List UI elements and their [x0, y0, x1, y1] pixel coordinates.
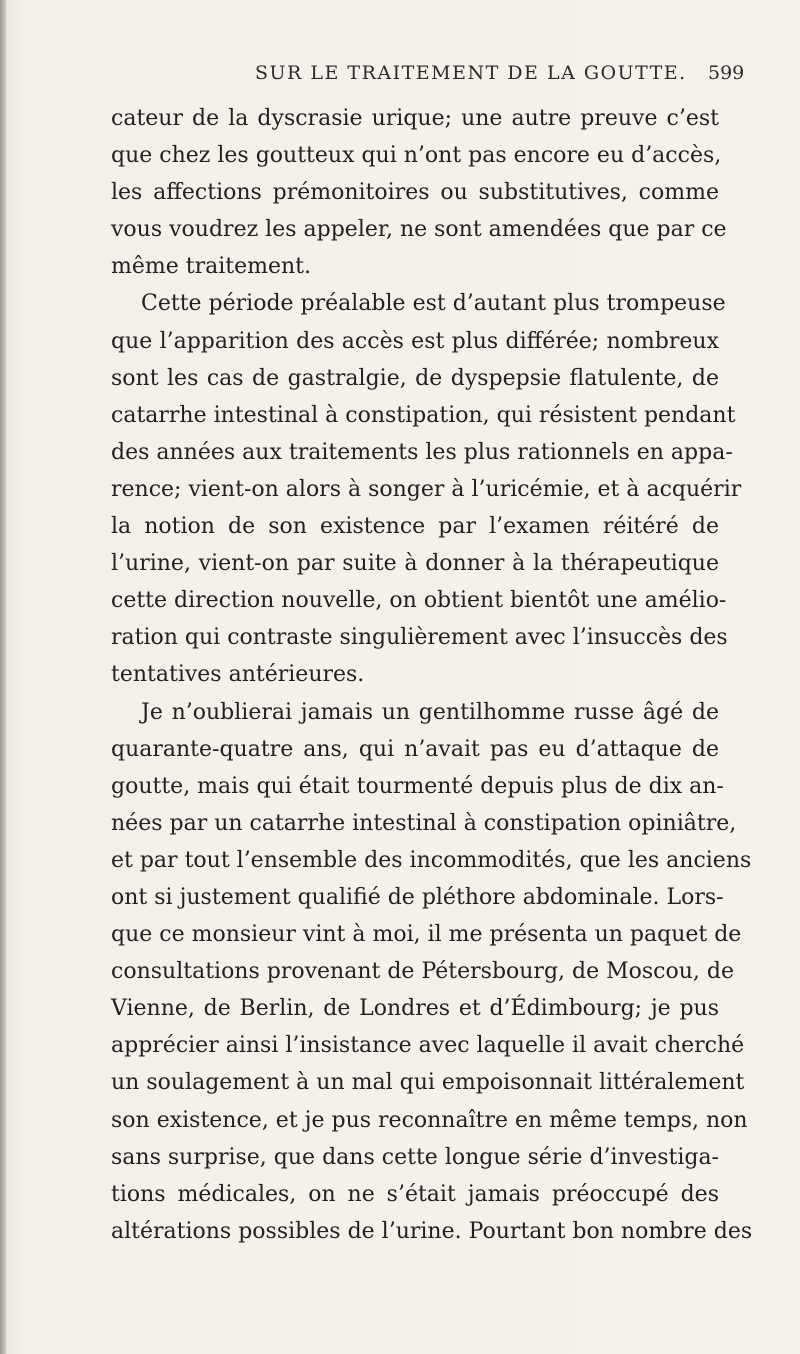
text-line: Cette période préalable est d’autant plus trompeuse — [141, 291, 726, 317]
text-line: quarante-quatre ans, qui n’avait pas eu d’attaque de — [111, 736, 719, 762]
text-line: rence; vient-on alors à songer à l’uricémie, et à acquérir — [111, 476, 742, 502]
text-line: que l’apparition des accès est plus différée; nombreux — [111, 328, 719, 354]
text-line: goutte, mais qui était tourmenté depuis plus de dix an- — [111, 773, 724, 799]
text-line: des années aux traitements les plus rationnels en appa- — [111, 439, 733, 465]
text-line: sont les cas de gastralgie, de dyspepsie flatulente, de — [111, 365, 719, 391]
text-line: apprécier ainsi l’insistance avec laquelle il avait cherché — [111, 1033, 745, 1059]
text-line: vous voudrez les appeler, ne sont amendées que par ce — [111, 217, 727, 243]
text-line: Vienne, de Berlin, de Londres et d’Édimbourg; je pus — [111, 996, 719, 1022]
text-line: ration qui contraste singulièrement avec l’insuccès des — [111, 625, 728, 651]
text-line: un soulagement à un mal qui empoisonnait littéralement — [111, 1070, 745, 1096]
text-line: son existence, et je pus reconnaître en même temps, non — [111, 1107, 748, 1133]
text-line: Je n’oublierai jamais un gentilhomme russe âgé de — [141, 699, 719, 725]
text-line: sans surprise, que dans cette longue série d’investiga- — [111, 1144, 719, 1170]
running-title: SUR LE TRAITEMENT DE LA GOUTTE. — [255, 62, 687, 84]
text-line: tentatives antérieures. — [111, 662, 365, 688]
running-head — [0, 62, 800, 92]
text-line: cateur de la dyscrasie urique; une autre preuve c’est — [111, 106, 719, 131]
text-line: ont si justement qualifié de pléthore abdominale. Lors- — [111, 884, 724, 910]
text-line: catarrhe intestinal à constipation, qui résistent pendant — [111, 402, 736, 428]
body-text — [111, 100, 753, 1250]
text-line: altérations possibles de l’urine. Pourtant bon nombre des — [111, 1218, 753, 1244]
text-line: les affections prémonitoires ou substitutives, comme — [111, 180, 719, 206]
text-line: consultations provenant de Pétersbourg, de Moscou, de — [111, 959, 735, 985]
text-line: nées par un catarrhe intestinal à constipation opiniâtre, — [111, 810, 737, 836]
text-line: que ce monsieur vint à moi, il me présenta un paquet de — [111, 922, 742, 948]
text-line: l’urine, vient-on par suite à donner à la thérapeutique — [111, 551, 719, 577]
page-number: 599 — [708, 62, 745, 84]
text-line: tions médicales, on ne s’était jamais préoccupé des — [111, 1181, 719, 1207]
text-line: même traitement. — [111, 254, 312, 280]
binding-edge — [0, 0, 6, 1354]
text-line: et par tout l’ensemble des incommodités, que les anciens — [111, 847, 752, 873]
text-line: la notion de son existence par l’examen réitéré de — [111, 514, 719, 540]
text-line: que chez les goutteux qui n’ont pas encore eu d’accès, — [111, 143, 722, 169]
text-line: cette direction nouvelle, on obtient bientôt une amélio- — [111, 588, 727, 614]
